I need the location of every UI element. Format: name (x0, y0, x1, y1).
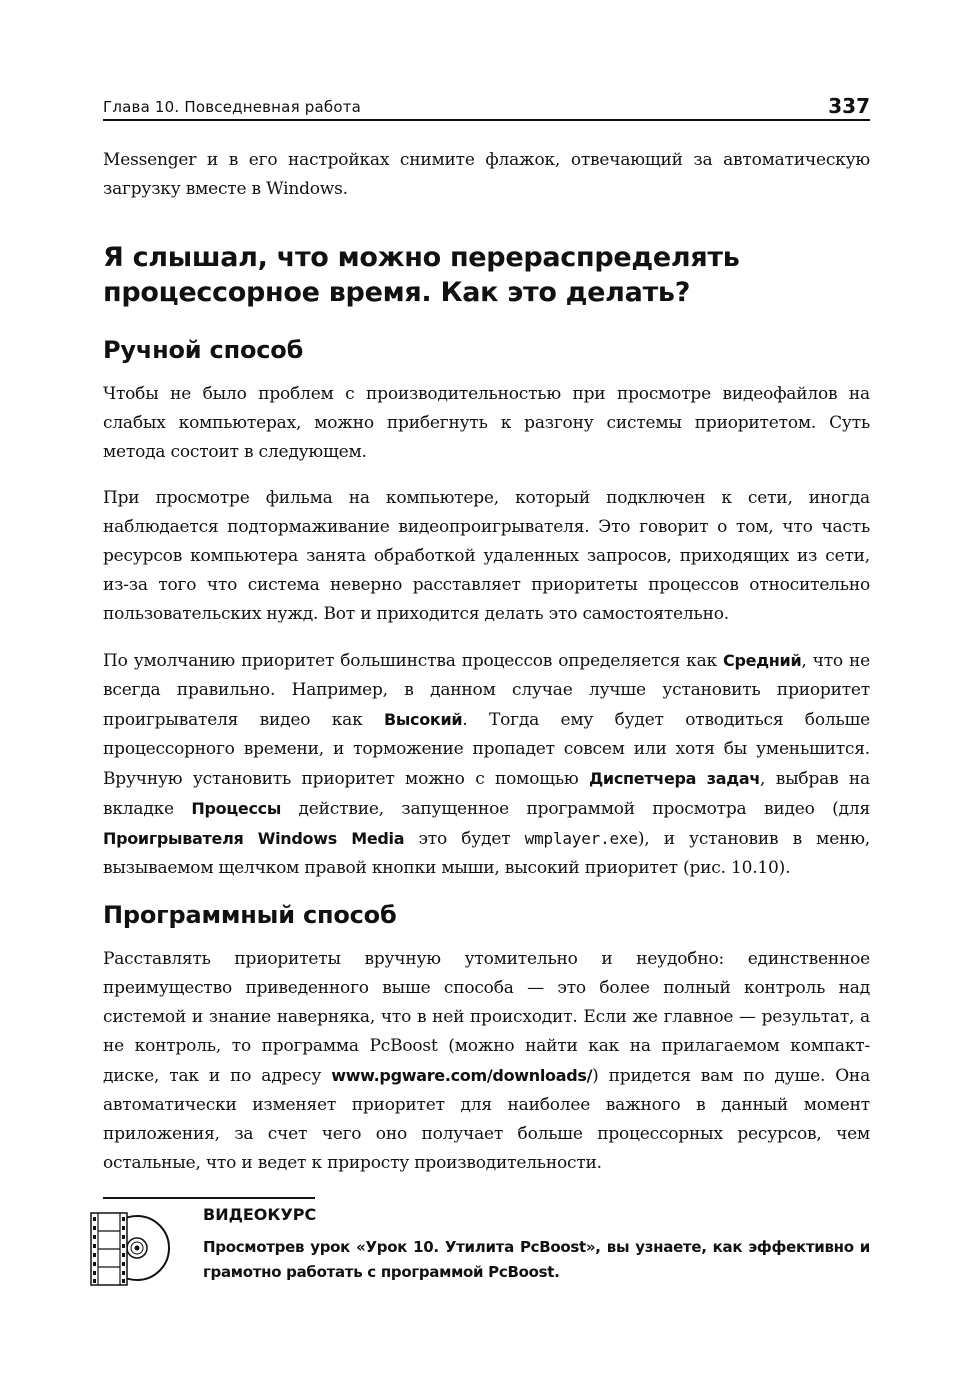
term-medium: Средний (723, 651, 802, 670)
manual-paragraph-1: Чтобы не было проблем с производительностью при просмотре видеофайлов на слабых компьютерах, можно прибегнуть к разгону системы приоритетом. Суть метода состоит в следующем. (103, 384, 870, 462)
term-high: Высокий (383, 710, 463, 729)
program-paragraph: Расставлять приоритеты вручную утомительно и неудобно: единственное преимущество приведенного выше способа — это более полный контроль над системой и знание наверняка, что в ней происходит. Если же главное — результат, а не контроль, то программа PcBoost (можно найти как на прилагаемом компакт-диске, так и по адресу www.pgware.com/downloads/) придется вам по душе. Она автоматически изменяет приоритет для наиболее важного в данный момент приложения, за счет чего оно получает больше процессорных ресурсов, чем остальные, что и ведет к приросту производительности. (103, 949, 871, 1173)
videocourse-text: Просмотрев урок «Урок 10. Утилита PcBoost», вы узнаете, как эффективно и грамотно работать с программой PcBoost. (203, 1238, 870, 1281)
videocourse-rule (103, 1197, 315, 1199)
running-header (103, 88, 870, 121)
manual-heading: Ручной способ (103, 336, 304, 364)
videocourse-box (103, 1197, 870, 1287)
videocourse-title: ВИДЕОКУРС (203, 1205, 317, 1224)
intro-paragraph: Messenger и в его настройках снимите флажок, отвечающий за автоматическую загрузку вместе в Windows. (103, 150, 870, 199)
code-filename: wmplayer.exe (524, 829, 638, 848)
manual-paragraph-2: При просмотре фильма на компьютере, который подключен к сети, иногда наблюдается подтормаживание видеопроигрывателя. Это говорит о том, что часть ресурсов компьютера занята обработкой удаленных запросов, приходящих из сети, из-за того что система неверно расставляет приоритеты процессов относительно пользовательских нужд. Вот и приходится делать это самостоятельно. (103, 488, 870, 624)
book-page (103, 88, 871, 1281)
term-media-player: Проигрывателя Windows Media (103, 829, 405, 848)
manual-paragraph-3: По умолчанию приоритет большинства процессов определяется как Средний, что не всегда правильно. Например, в данном случае лучше установить приоритет проигрывателя видео как Высокий. Тогда ему будет отводиться больше процессорного времени, и торможение пропадет совсем или хотя бы уменьшится. Вручную установить приоритет можно с помощью Диспетчера задач, выбрав на вкладке Процессы действие, запущенное программой просмотра видео (для Проигрывателя Windows Media это будет wmplayer.exe), и установив в меню, вызываемом щелчком правой кнопки мыши, высокий приоритет (рис. 10.10). (103, 651, 870, 878)
term-task-manager: Диспетчера задач (588, 769, 761, 788)
program-heading: Программный способ (103, 901, 397, 929)
section-title: Я слышал, что можно перераспределять процессорное время. Как это делать? (103, 242, 740, 308)
film-disc-icon (89, 1209, 185, 1287)
running-title: Глава 10. Повседневная работа (103, 98, 362, 116)
page-number: 337 (828, 94, 870, 118)
download-link[interactable]: www.pgware.com/downloads/ (331, 1066, 593, 1085)
term-processes: Процессы (191, 799, 282, 818)
